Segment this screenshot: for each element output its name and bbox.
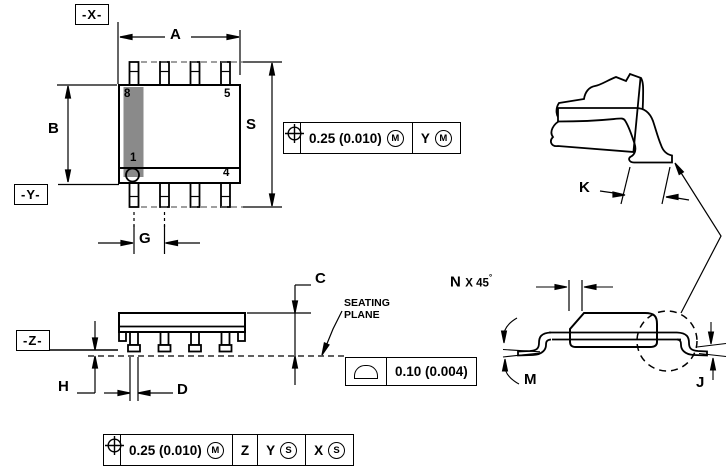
datum-y-label: -Y- [21,187,41,202]
datum-z-label: -Z- [23,333,43,348]
surface-profile-icon [346,358,386,385]
fcf-bottom-datum2: Y [266,442,276,458]
mmc-modifier-icon: M [207,442,224,459]
rfs-modifier-icon: S [280,442,297,459]
dim-label-k: K [579,179,590,196]
seating-plane-callout [344,297,390,321]
pin-number-5: 5 [224,88,231,100]
top-view-upper-pins [130,62,231,85]
chamfer-count: N [450,273,461,291]
datum-x-label: -X- [82,7,103,22]
fcf-seating-tolerance: 0.10 (0.004) [395,364,468,379]
side-view [119,313,245,352]
dim-label-s: S [246,116,257,133]
dim-label-g: G [139,230,151,247]
top-view [119,62,240,207]
fcf-top-tolerance-cell [300,123,412,153]
position-tolerance-frame-top [283,122,461,154]
position-tolerance-frame-bottom [103,434,354,466]
dim-label-d: D [177,381,188,398]
fcf-seating-tolerance-cell [386,358,476,385]
datum-flag-y [14,184,48,205]
fcf-bottom-datum3: X [314,442,324,458]
fcf-bottom-tolerance: 0.25 (0.010) [129,442,202,458]
pin-number-8: 8 [124,88,131,100]
chamfer-angle: X 45 [465,277,489,290]
rfs-modifier-icon: S [328,442,345,459]
position-tolerance-icon [104,435,120,465]
top-view-lower-pins [130,183,231,207]
package-body-side-view [119,313,245,332]
seating-plane-tolerance-frame [345,357,477,386]
fcf-bottom-datum3-cell [305,435,353,465]
dim-label-j: J [696,374,705,391]
degree-symbol: ° [488,273,493,282]
dim-label-m: M [524,371,537,388]
side-view-leads [119,332,245,352]
fcf-bottom-datum2-cell [257,435,305,465]
position-tolerance-icon [284,123,300,153]
mmc-modifier-icon: M [387,130,404,147]
seating-plane-line2: PLANE [344,309,380,322]
mmc-modifier-icon: M [435,130,452,147]
dim-label-h: H [58,378,69,395]
fcf-bottom-datum1-cell [232,435,257,465]
dim-label-a: A [170,26,181,43]
fcf-top-datum: Y [420,130,430,146]
pin-number-1: 1 [130,152,137,164]
fcf-bottom-tolerance-cell [120,435,232,465]
end-view [502,280,727,384]
dim-label-n-chamfer [450,273,492,291]
seating-plane-line1: SEATING [344,297,390,309]
fcf-bottom-datum1: Z [240,442,250,458]
datum-flag-x [75,4,109,25]
pin-number-4: 4 [223,167,230,179]
datum-flag-z [16,330,50,351]
dim-label-c: C [315,270,326,287]
fcf-top-tolerance: 0.25 (0.010) [309,130,382,146]
package-body-end-view [570,313,657,347]
fcf-top-datum-cell [412,123,460,153]
dim-label-b: B [48,120,59,137]
lead-detail-view [551,74,721,313]
